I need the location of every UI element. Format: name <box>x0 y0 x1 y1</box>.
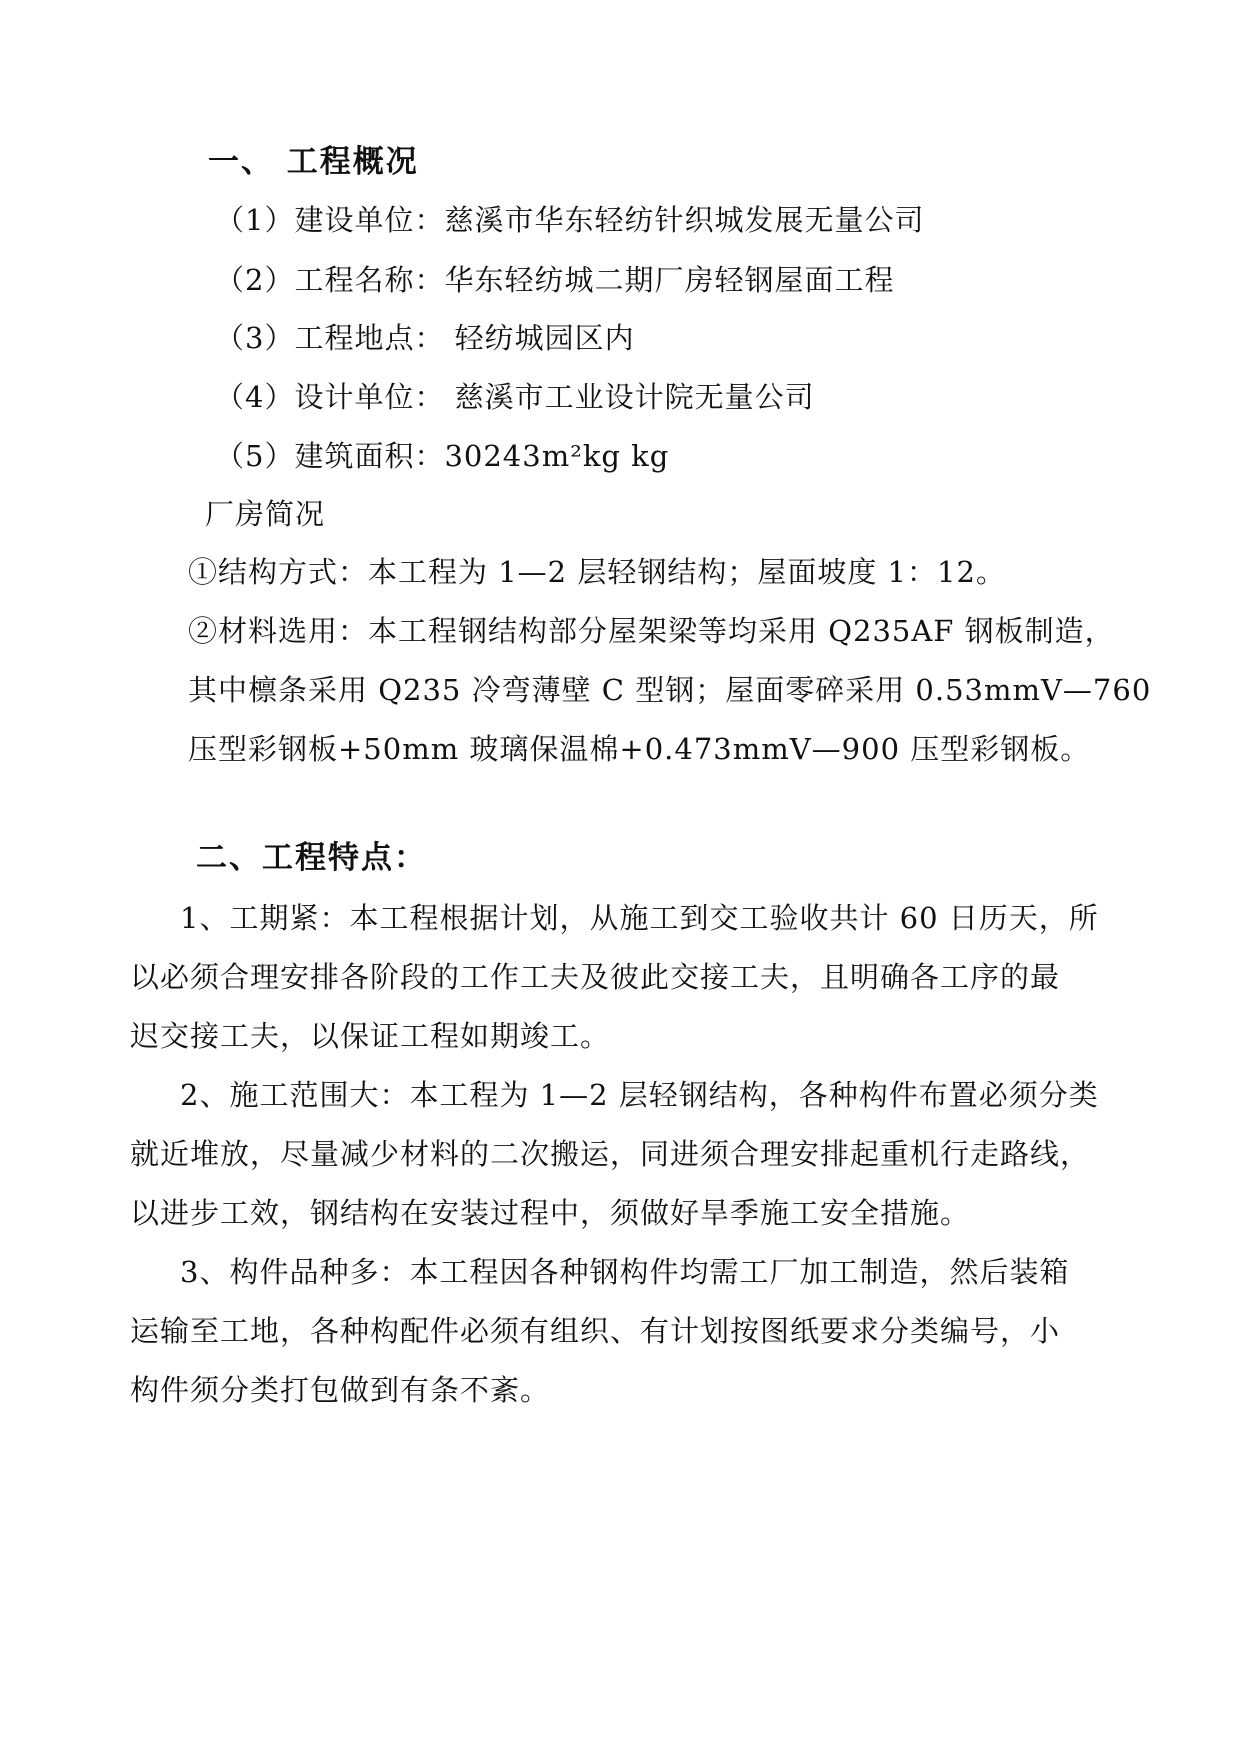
section1-heading: 一、 工程概况 <box>208 144 419 180</box>
feature2-line-3: 以进步工效，钢结构在安装过程中，须做好旱季施工安全措施。 <box>130 1196 971 1230</box>
section2-heading: 二、工程特点： <box>196 840 427 876</box>
factory-subheading: 厂房简况 <box>205 497 326 531</box>
project-item-designer: （4）设计单位： 慈溪市工业设计院无量公司 <box>215 380 815 414</box>
feature3-line-3: 构件须分类打包做到有条不紊。 <box>130 1373 551 1407</box>
feature1-line-2: 以必须合理安排各阶段的工作工夫及彼此交接工夫，且明确各工序的最 <box>130 960 1061 994</box>
project-item-area: （5）建筑面积：30243m²kg kg <box>215 439 670 473</box>
material-line-2: 其中檩条采用 Q235 冷弯薄壁 C 型钢；屋面零碎采用 0.53mmV—760 <box>188 673 1152 707</box>
project-item-location: （3）工程地点： 轻纺城园区内 <box>215 321 635 355</box>
feature3-line-1: 3、构件品种多：本工程因各种钢构件均需工厂加工制造，然后装箱 <box>180 1255 1070 1289</box>
feature1-line-1: 1、工期紧：本工程根据计划，从施工到交工验收共计 60 日历天，所 <box>180 901 1099 935</box>
feature2-line-1: 2、施工范围大：本工程为 1—2 层轻钢结构，各种构件布置必须分类 <box>180 1078 1099 1112</box>
material-line-3: 压型彩钢板+50mm 玻璃保温棉+0.473mmV—900 压型彩钢板。 <box>188 732 1091 766</box>
material-line-1: ②材料选用：本工程钢结构部分屋架梁等均采用 Q235AF 钢板制造， <box>188 614 1115 648</box>
project-item-builder: （1）建设单位：慈溪市华东轻纺针织城发展无量公司 <box>215 203 925 237</box>
structure-line: ①结构方式：本工程为 1—2 层轻钢结构；屋面坡度 1：12。 <box>188 555 1006 589</box>
project-item-name: （2）工程名称：华东轻纺城二期厂房轻钢屋面工程 <box>215 263 895 297</box>
feature3-line-2: 运输至工地，各种构配件必须有组织、有计划按图纸要求分类编号，小 <box>130 1314 1061 1348</box>
feature2-line-2: 就近堆放，尽量减少材料的二次搬运，同进须合理安排起重机行走路线， <box>130 1137 1091 1171</box>
feature1-line-3: 迟交接工夫，以保证工程如期竣工。 <box>130 1019 611 1053</box>
